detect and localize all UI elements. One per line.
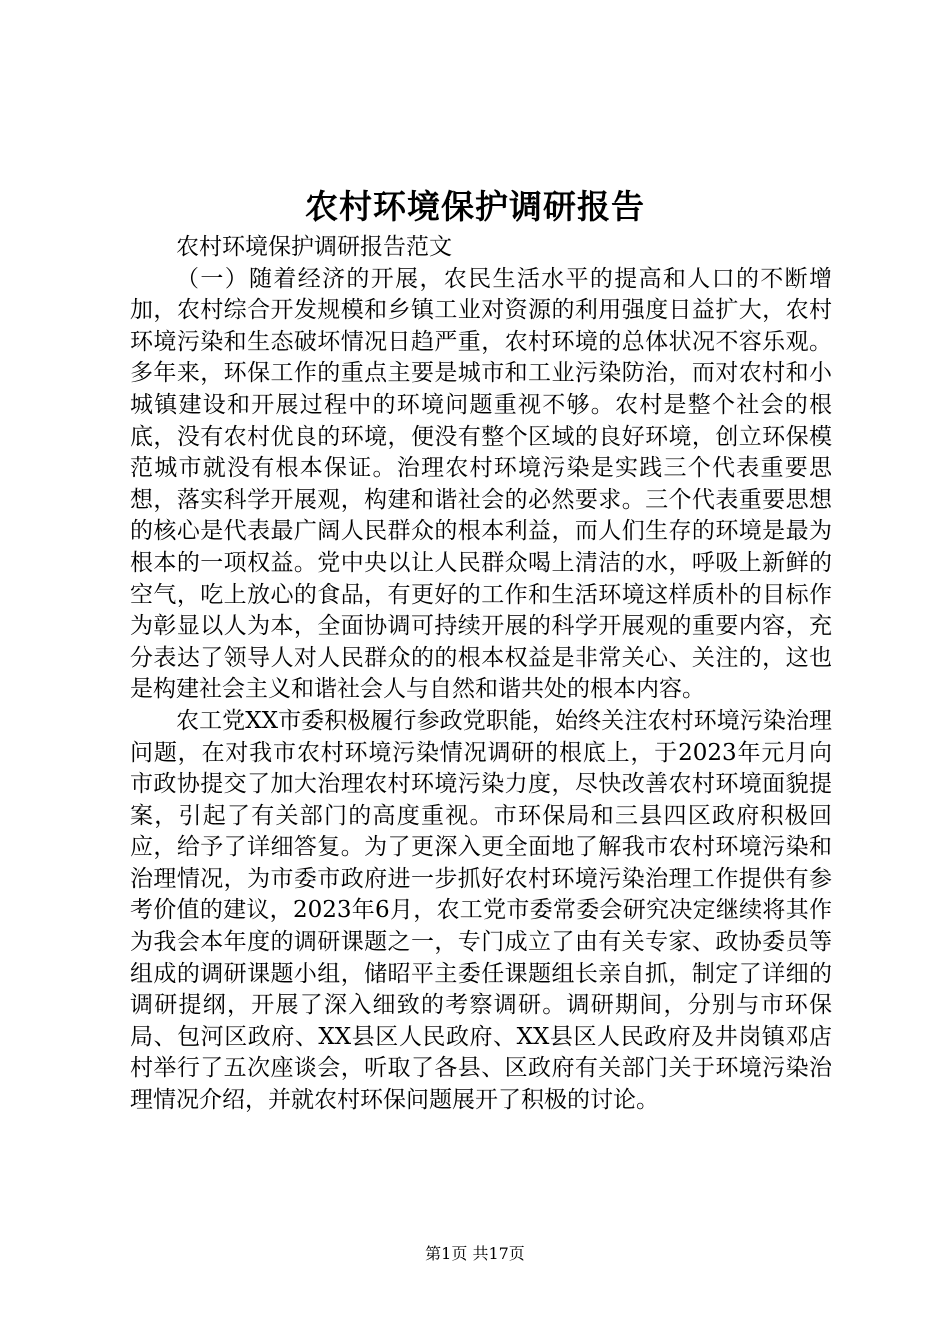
body-paragraph-1: （一）随着经济的开展，农民生活水平的提高和人口的不断增加，农村综合开发规模和乡镇工业对资源的利用强度日益扩大，农村环境污染和生态破坏情况日趋严重，农村环境的总体状况不容乐观。多年来，环保工作的重点主要是城市和工业污染防治，而对农村和小城镇建设和开展过程中的环境问题重视不够。农村是整个社会的根底，没有农村优良的环境，便没有整个区域的良好环境，创立环保模范城市就没有根本保证。治理农村环境污染是实践三个代表重要思想，落实科学开展观，构建和谐社会的必然要求。三个代表重要思想的核心是代表最广阔人民群众的根本利益，而人们生存的环境是最为根本的一项权益。党中央以让人民群众喝上清洁的水，呼吸上新鲜的空气，吃上放心的食品，有更好的工作和生活环境这样质朴的目标作为彰显以人为本，全面协调可持续开展的科学开展观的重要内容，充分表达了领导人对人民群众的的根本权益是非常关心、关注的，这也是构建社会主义和谐社会人与自然和谐共处的根本内容。	[130, 265, 832, 703]
document-body	[130, 232, 832, 1117]
body-paragraph-2: 农工党XX市委积极履行参政党职能，始终关注农村环境污染治理问题，在对我市农村环境污染情况调研的根底上，于2023年元月向市政协提交了加大治理农村环境污染力度，尽快改善农村环境面貌提案，引起了有关部门的高度重视。市环保局和三县四区政府积极回应，给予了详细答复。为了更深入更全面地了解我市农村环境污染和治理情况，为市委市政府进一步抓好农村环境污染治理工作提供有参考价值的建议，2023年6月，农工党市委常委会研究决定继续将其作为我会本年度的调研课题之一，专门成立了由有关专家、政协委员等组成的调研课题小组，储昭平主委任课题组长亲自抓，制定了详细的调研提纲，开展了深入细致的考察调研。调研期间，分别与市环保局、包河区政府、XX县区人民政府、XX县区人民政府及井岗镇邓店村举行了五次座谈会，听取了各县、区政府有关部门关于环境污染治理情况介绍，并就农村环保问题展开了积极的讨论。	[130, 707, 832, 1114]
document-subtitle: 农村环境保护调研报告范文	[176, 234, 452, 260]
document-title: 农村环境保护调研报告	[305, 187, 645, 226]
page-number-footer: 第1页 共17页	[425, 1244, 525, 1263]
